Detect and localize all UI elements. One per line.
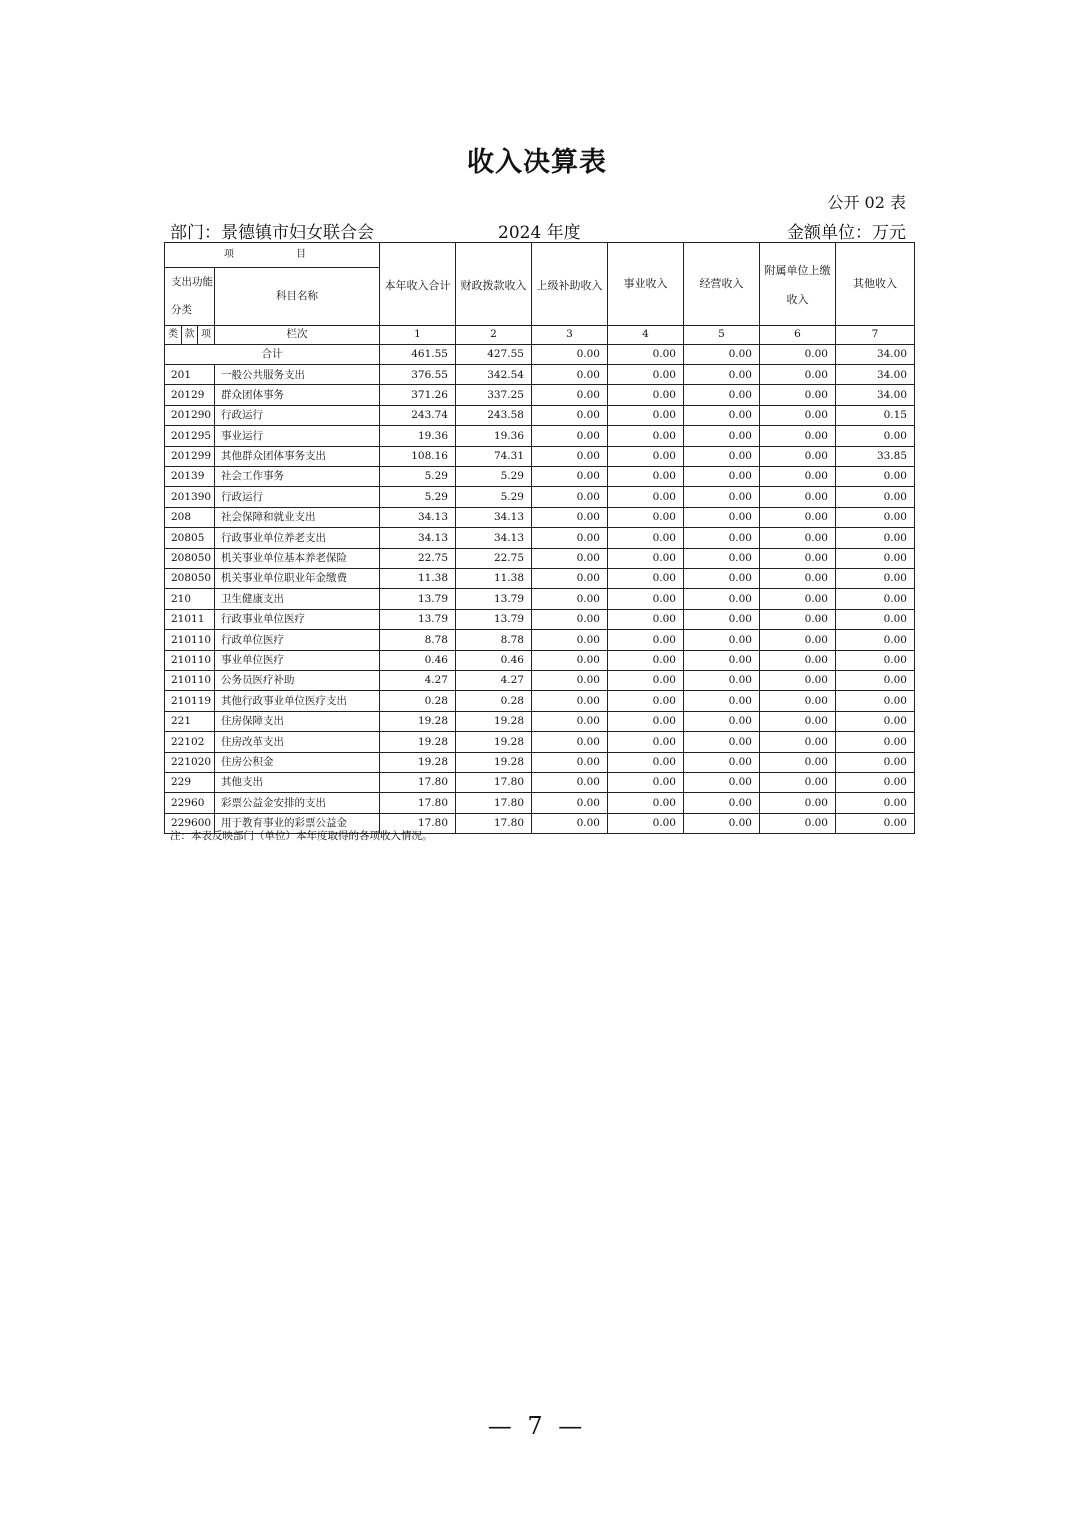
amount-cell: 0.00 [760, 732, 836, 752]
amount-cell: 19.28 [380, 752, 456, 772]
amount-cell: 0.00 [608, 487, 684, 507]
col-index-2: 2 [456, 325, 532, 344]
amount-cell: 34.13 [380, 528, 456, 548]
amount-cell: 0.00 [684, 650, 760, 670]
amount-cell: 34.00 [836, 385, 915, 405]
table-row [165, 589, 915, 609]
amount-cell: 0.00 [836, 670, 915, 690]
amount-cell: 0.28 [380, 691, 456, 711]
subject-name: 其他群众团体事务支出 [215, 446, 380, 466]
table-row [165, 385, 915, 405]
amount-cell: 17.80 [456, 772, 532, 792]
table-row [165, 609, 915, 629]
total-label: 合计 [165, 344, 380, 364]
amount-cell: 13.79 [456, 609, 532, 629]
amount-cell: 19.28 [456, 752, 532, 772]
amount-cell: 0.00 [608, 711, 684, 731]
subject-code: 20139 [165, 467, 215, 487]
table-row [165, 487, 915, 507]
amount-cell: 0.00 [684, 568, 760, 588]
subject-name: 社会工作事务 [215, 467, 380, 487]
subject-code: 208050 [165, 548, 215, 568]
amount-cell: 0.00 [608, 670, 684, 690]
amount-cell: 342.54 [456, 365, 532, 385]
amount-cell: 0.00 [684, 793, 760, 813]
amount-cell: 0.00 [684, 487, 760, 507]
table-row [165, 732, 915, 752]
amount-cell: 0.00 [760, 711, 836, 731]
amount-cell: 0.00 [684, 405, 760, 425]
lei-header: 类 [165, 325, 182, 344]
amount-cell: 8.78 [380, 630, 456, 650]
col-header-4: 事业收入 [608, 243, 684, 326]
fiscal-year: 2024 年度 [498, 223, 581, 243]
amount-cell: 0.00 [532, 487, 608, 507]
amount-cell: 243.74 [380, 405, 456, 425]
total-cell: 0.00 [684, 344, 760, 364]
subject-code: 221 [165, 711, 215, 731]
amount-cell: 0.00 [532, 385, 608, 405]
amount-cell: 13.79 [380, 589, 456, 609]
table-row [165, 670, 915, 690]
amount-cell: 0.00 [608, 691, 684, 711]
subject-code: 210 [165, 589, 215, 609]
amount-cell: 0.00 [836, 609, 915, 629]
amount-cell: 33.85 [836, 446, 915, 466]
amount-cell: 0.00 [760, 650, 836, 670]
amount-cell: 243.58 [456, 405, 532, 425]
amount-cell: 0.00 [532, 670, 608, 690]
amount-cell: 0.00 [532, 772, 608, 792]
amount-cell: 0.00 [836, 630, 915, 650]
project-header: 项 目 [165, 243, 380, 268]
amount-cell: 0.00 [760, 446, 836, 466]
table-row [165, 548, 915, 568]
amount-cell: 5.29 [456, 487, 532, 507]
amount-cell: 0.00 [836, 467, 915, 487]
table-row [165, 507, 915, 527]
table-note: 注：本表反映部门（单位）本年度取得的各项收入情况。 [170, 830, 433, 842]
subject-name: 其他行政事业单位医疗支出 [215, 691, 380, 711]
amount-cell: 0.00 [760, 528, 836, 548]
amount-cell: 4.27 [380, 670, 456, 690]
amount-cell: 0.00 [608, 650, 684, 670]
amount-cell: 0.00 [684, 589, 760, 609]
amount-cell: 0.00 [760, 630, 836, 650]
amount-cell: 0.00 [684, 732, 760, 752]
table-row [165, 691, 915, 711]
subject-code: 210110 [165, 670, 215, 690]
subject-name: 彩票公益金安排的支出 [215, 793, 380, 813]
amount-cell: 0.00 [532, 813, 608, 833]
amount-cell: 0.46 [456, 650, 532, 670]
amount-cell: 0.00 [684, 609, 760, 629]
col-index-7: 7 [836, 325, 915, 344]
page-title: 收入决算表 [467, 147, 607, 178]
table-row [165, 772, 915, 792]
amount-cell: 0.00 [684, 548, 760, 568]
amount-cell: 0.00 [532, 405, 608, 425]
amount-cell: 0.00 [608, 548, 684, 568]
table-row [165, 793, 915, 813]
subject-name: 行政运行 [215, 487, 380, 507]
subject-name: 行政事业单位医疗 [215, 609, 380, 629]
amount-cell: 34.00 [836, 365, 915, 385]
amount-cell: 0.00 [760, 507, 836, 527]
amount-unit: 金额单位：万元 [787, 223, 906, 243]
total-cell: 461.55 [380, 344, 456, 364]
subject-name: 住房保障支出 [215, 711, 380, 731]
amount-cell: 0.00 [684, 507, 760, 527]
table-row [165, 365, 915, 385]
amount-cell: 0.00 [836, 528, 915, 548]
amount-cell: 0.00 [836, 813, 915, 833]
amount-cell: 0.00 [760, 365, 836, 385]
total-cell: 0.00 [608, 344, 684, 364]
amount-cell: 0.00 [684, 813, 760, 833]
total-cell: 0.00 [760, 344, 836, 364]
subject-code: 201299 [165, 446, 215, 466]
amount-cell: 0.00 [608, 446, 684, 466]
amount-cell: 0.00 [684, 711, 760, 731]
subject-name: 行政运行 [215, 405, 380, 425]
amount-cell: 0.00 [684, 528, 760, 548]
amount-cell: 0.28 [456, 691, 532, 711]
col-index-3: 3 [532, 325, 608, 344]
amount-cell: 0.00 [608, 772, 684, 792]
amount-cell: 5.29 [380, 487, 456, 507]
xiang-header: 项 [198, 325, 215, 344]
total-row [165, 344, 915, 364]
amount-cell: 0.00 [532, 589, 608, 609]
subject-name: 机关事业单位职业年金缴费 [215, 568, 380, 588]
table-row [165, 426, 915, 446]
total-cell: 0.00 [532, 344, 608, 364]
amount-cell: 0.00 [684, 365, 760, 385]
amount-cell: 13.79 [380, 609, 456, 629]
amount-cell: 13.79 [456, 589, 532, 609]
amount-cell: 22.75 [456, 548, 532, 568]
col-header-7: 其他收入 [836, 243, 915, 326]
amount-cell: 0.00 [836, 568, 915, 588]
amount-cell: 0.00 [532, 365, 608, 385]
amount-cell: 17.80 [380, 813, 456, 833]
amount-cell: 74.31 [456, 446, 532, 466]
amount-cell: 0.00 [836, 793, 915, 813]
amount-cell: 0.00 [760, 813, 836, 833]
amount-cell: 0.00 [532, 691, 608, 711]
amount-cell: 0.00 [836, 711, 915, 731]
amount-cell: 8.78 [456, 630, 532, 650]
col-index-1: 1 [380, 325, 456, 344]
col-header-5: 经营收入 [684, 243, 760, 326]
subject-name: 群众团体事务 [215, 385, 380, 405]
amount-cell: 11.38 [380, 568, 456, 588]
amount-cell: 0.00 [608, 365, 684, 385]
func-class-header: 支出功能分类 [165, 268, 215, 326]
amount-cell: 22.75 [380, 548, 456, 568]
table-row [165, 467, 915, 487]
amount-cell: 0.00 [532, 446, 608, 466]
amount-cell: 0.00 [836, 426, 915, 446]
table-row [165, 650, 915, 670]
amount-cell: 0.00 [608, 385, 684, 405]
amount-cell: 5.29 [456, 467, 532, 487]
amount-cell: 0.00 [532, 568, 608, 588]
amount-cell: 0.00 [608, 609, 684, 629]
amount-cell: 19.28 [456, 711, 532, 731]
amount-cell: 0.00 [836, 650, 915, 670]
amount-cell: 0.00 [760, 670, 836, 690]
subject-name: 机关事业单位基本养老保险 [215, 548, 380, 568]
amount-cell: 0.00 [608, 507, 684, 527]
col-index-6: 6 [760, 325, 836, 344]
amount-cell: 0.00 [684, 385, 760, 405]
subject-code: 201290 [165, 405, 215, 425]
table-row [165, 528, 915, 548]
table-row [165, 568, 915, 588]
subject-name: 一般公共服务支出 [215, 365, 380, 385]
page-number: — 7 — [487, 1412, 587, 1440]
kuan-header: 款 [182, 325, 198, 344]
amount-cell: 0.00 [608, 405, 684, 425]
amount-cell: 17.80 [456, 813, 532, 833]
amount-cell: 0.00 [532, 609, 608, 629]
subject-name: 事业运行 [215, 426, 380, 446]
amount-cell: 0.00 [836, 691, 915, 711]
amount-cell: 17.80 [380, 772, 456, 792]
amount-cell: 0.00 [532, 793, 608, 813]
amount-cell: 4.27 [456, 670, 532, 690]
subject-code: 210110 [165, 630, 215, 650]
amount-cell: 0.00 [684, 772, 760, 792]
amount-cell: 0.00 [684, 467, 760, 487]
amount-cell: 0.00 [760, 487, 836, 507]
amount-cell: 0.00 [684, 426, 760, 446]
amount-cell: 0.00 [836, 548, 915, 568]
amount-cell: 0.00 [608, 732, 684, 752]
subject-name: 行政事业单位养老支出 [215, 528, 380, 548]
amount-cell: 0.46 [380, 650, 456, 670]
subject-name: 卫生健康支出 [215, 589, 380, 609]
amount-cell: 0.00 [532, 467, 608, 487]
amount-cell: 0.00 [760, 405, 836, 425]
subject-code: 229 [165, 772, 215, 792]
amount-cell: 0.00 [532, 650, 608, 670]
subject-name: 其他支出 [215, 772, 380, 792]
amount-cell: 0.00 [836, 589, 915, 609]
amount-cell: 0.00 [684, 670, 760, 690]
col-index-5: 5 [684, 325, 760, 344]
amount-cell: 17.80 [456, 793, 532, 813]
subject-code: 20805 [165, 528, 215, 548]
subject-code: 208 [165, 507, 215, 527]
amount-cell: 0.00 [532, 630, 608, 650]
amount-cell: 0.00 [760, 385, 836, 405]
subject-name: 用于教育事业的彩票公益金 [215, 813, 380, 833]
subject-code: 210110 [165, 650, 215, 670]
table-row [165, 405, 915, 425]
amount-cell: 19.28 [380, 711, 456, 731]
subject-code: 208050 [165, 568, 215, 588]
amount-cell: 0.00 [684, 446, 760, 466]
amount-cell: 0.00 [532, 507, 608, 527]
subject-code: 21011 [165, 609, 215, 629]
department-label: 部门：景德镇市妇女联合会 [170, 223, 374, 243]
amount-cell: 0.00 [760, 772, 836, 792]
form-number: 公开 02 表 [827, 193, 906, 212]
subject-code: 221020 [165, 752, 215, 772]
amount-cell: 0.00 [684, 752, 760, 772]
amount-cell: 0.00 [608, 568, 684, 588]
amount-cell: 0.00 [608, 752, 684, 772]
amount-cell: 0.00 [760, 609, 836, 629]
total-cell: 34.00 [836, 344, 915, 364]
subject-code: 20129 [165, 385, 215, 405]
col-header-6: 附属单位上缴收入 [760, 243, 836, 326]
amount-cell: 0.00 [608, 630, 684, 650]
amount-cell: 0.00 [532, 732, 608, 752]
col-header-3: 上级补助收入 [532, 243, 608, 326]
amount-cell: 0.00 [684, 630, 760, 650]
amount-cell: 0.00 [532, 711, 608, 731]
subject-name: 行政单位医疗 [215, 630, 380, 650]
amount-cell: 0.00 [532, 528, 608, 548]
income-table [164, 242, 915, 834]
amount-cell: 0.00 [760, 426, 836, 446]
amount-cell: 0.00 [760, 467, 836, 487]
amount-cell: 0.00 [760, 691, 836, 711]
row-index-label: 栏次 [215, 325, 380, 344]
col-header-2: 财政拨款收入 [456, 243, 532, 326]
col-index-4: 4 [608, 325, 684, 344]
subject-code: 22960 [165, 793, 215, 813]
amount-cell: 5.29 [380, 467, 456, 487]
amount-cell: 0.00 [608, 528, 684, 548]
amount-cell: 0.15 [836, 405, 915, 425]
amount-cell: 34.13 [456, 528, 532, 548]
amount-cell: 0.00 [760, 548, 836, 568]
amount-cell: 0.00 [836, 772, 915, 792]
subject-name: 公务员医疗补助 [215, 670, 380, 690]
subject-code: 22102 [165, 732, 215, 752]
amount-cell: 0.00 [608, 589, 684, 609]
amount-cell: 19.36 [380, 426, 456, 446]
subject-name: 住房公积金 [215, 752, 380, 772]
amount-cell: 34.13 [456, 507, 532, 527]
subject-name-header: 科目名称 [215, 268, 380, 326]
amount-cell: 337.25 [456, 385, 532, 405]
subject-name: 住房改革支出 [215, 732, 380, 752]
amount-cell: 0.00 [836, 732, 915, 752]
subject-code: 201390 [165, 487, 215, 507]
subject-code: 229600 [165, 813, 215, 833]
amount-cell: 17.80 [380, 793, 456, 813]
amount-cell: 0.00 [608, 426, 684, 446]
amount-cell: 0.00 [760, 568, 836, 588]
amount-cell: 0.00 [760, 752, 836, 772]
amount-cell: 19.28 [456, 732, 532, 752]
table-row [165, 446, 915, 466]
amount-cell: 371.26 [380, 385, 456, 405]
table-row [165, 630, 915, 650]
total-cell: 427.55 [456, 344, 532, 364]
amount-cell: 0.00 [532, 548, 608, 568]
amount-cell: 108.16 [380, 446, 456, 466]
amount-cell: 19.36 [456, 426, 532, 446]
amount-cell: 0.00 [608, 813, 684, 833]
subject-code: 201 [165, 365, 215, 385]
amount-cell: 0.00 [532, 752, 608, 772]
amount-cell: 376.55 [380, 365, 456, 385]
subject-name: 社会保障和就业支出 [215, 507, 380, 527]
amount-cell: 0.00 [532, 426, 608, 446]
table-row [165, 752, 915, 772]
amount-cell: 19.28 [380, 732, 456, 752]
amount-cell: 0.00 [760, 793, 836, 813]
col-header-1: 本年收入合计 [380, 243, 456, 326]
amount-cell: 34.13 [380, 507, 456, 527]
table-row [165, 711, 915, 731]
subject-code: 210119 [165, 691, 215, 711]
amount-cell: 0.00 [836, 752, 915, 772]
amount-cell: 0.00 [760, 589, 836, 609]
amount-cell: 0.00 [836, 487, 915, 507]
subject-name: 事业单位医疗 [215, 650, 380, 670]
amount-cell: 0.00 [608, 467, 684, 487]
amount-cell: 11.38 [456, 568, 532, 588]
amount-cell: 0.00 [608, 793, 684, 813]
amount-cell: 0.00 [684, 691, 760, 711]
subject-code: 201295 [165, 426, 215, 446]
amount-cell: 0.00 [836, 507, 915, 527]
